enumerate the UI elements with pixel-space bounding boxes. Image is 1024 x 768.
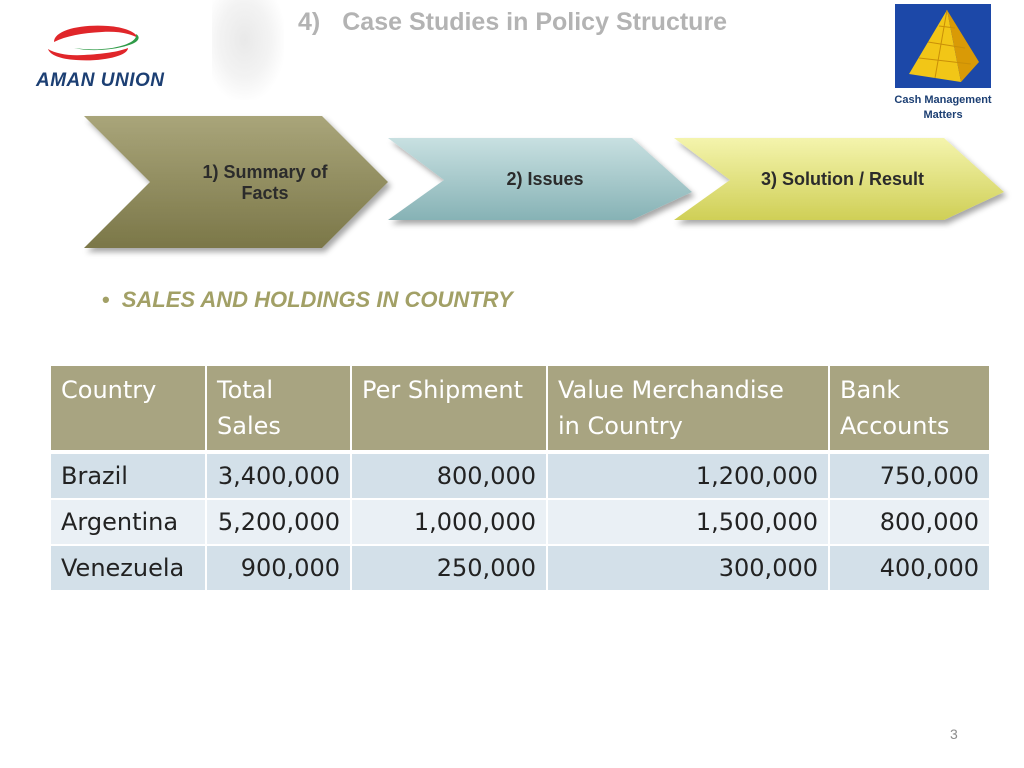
page-number: 3 — [950, 726, 958, 742]
table-header-row — [51, 366, 990, 452]
cell-total-sales: 900,000 — [206, 545, 351, 591]
cell-per-shipment: 250,000 — [351, 545, 547, 591]
cell-total-sales: 3,400,000 — [206, 452, 351, 499]
cell-bank-accounts: 800,000 — [829, 499, 990, 545]
slide-title — [298, 8, 727, 37]
faded-background-graphic — [212, 0, 284, 100]
sales-holdings-table — [51, 366, 991, 592]
table-row — [51, 545, 990, 591]
step-1-label-line1: 1) Summary of — [202, 162, 328, 182]
header-value-merchandise: Value Merchandise in Country — [547, 366, 829, 452]
step-1-label-line2: Facts — [241, 183, 289, 203]
cell-per-shipment: 1,000,000 — [351, 499, 547, 545]
cell-country: Brazil — [51, 452, 206, 499]
cell-value-merchandise: 1,200,000 — [547, 452, 829, 499]
cell-value-merchandise: 1,500,000 — [547, 499, 829, 545]
step-3-label — [735, 169, 950, 190]
title-text: Case Studies in Policy Structure — [342, 8, 728, 36]
logo-swoosh-icon — [36, 22, 146, 64]
cell-bank-accounts: 750,000 — [829, 452, 990, 499]
bullet-icon: • — [102, 287, 110, 312]
aman-union-logo — [36, 22, 186, 94]
title-number: 4) — [298, 8, 321, 36]
cell-bank-accounts: 400,000 — [829, 545, 990, 591]
cell-country: Venezuela — [51, 545, 206, 591]
cell-total-sales: 5,200,000 — [206, 499, 351, 545]
header-bank-accounts: Bank Accounts — [829, 366, 990, 452]
table-row — [51, 499, 990, 545]
brand-caption-line2: Matters — [923, 109, 963, 121]
table-row — [51, 452, 990, 499]
cell-value-merchandise: 300,000 — [547, 545, 829, 591]
step-2-label — [460, 169, 630, 190]
cash-management-pyramid-logo — [895, 4, 991, 88]
header-country: Country — [51, 366, 206, 452]
cell-country: Argentina — [51, 499, 206, 545]
step-3-label-line1: 3) Solution / Result — [760, 169, 924, 189]
cell-per-shipment: 800,000 — [351, 452, 547, 499]
pyramid-icon — [895, 4, 991, 88]
section-heading-text: SALES AND HOLDINGS IN COUNTRY — [121, 287, 513, 312]
process-flow — [0, 110, 1024, 260]
brand-caption-line1: Cash Management — [894, 94, 992, 106]
step-2-label-line1: 2) Issues — [506, 169, 584, 189]
step-1-label — [180, 162, 350, 204]
logo-text: AMAN UNION — [36, 70, 165, 91]
header-total-sales: Total Sales — [206, 366, 351, 452]
section-heading — [102, 287, 513, 313]
header-per-shipment: Per Shipment — [351, 366, 547, 452]
